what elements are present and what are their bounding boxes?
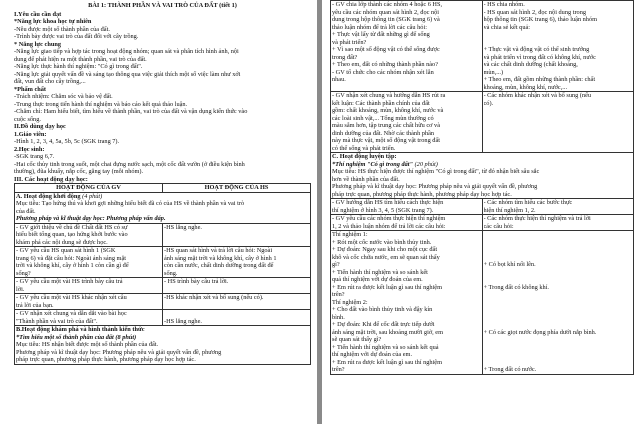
section-a-time: (4 phút) [82,192,103,200]
cell-line: - HS trình bày câu trả lời. [164,278,229,285]
cell-line: có thể sống và phát triển. [332,144,396,152]
cell-line: yêu cầu các nhóm quan sát hình 2, đọc nội [332,8,440,16]
cell-line: khô và cốc chứa nước, em sẽ quan sát thấy [332,253,440,261]
cell-line [484,115,633,123]
section-b-time: (8 phút) [113,333,137,341]
intro-line: -Năng lực giải quyết vấn đề và sáng tạo thông qua việc giải thích một số việc làm như xới [14,70,241,78]
cell-line: này mà thực vật, một số động vật trong đất [332,137,440,144]
section-c-rows [331,199,634,375]
cell-line: - Các nhóm khác nhận xét và bổ sung (nếu [483,92,592,99]
cell-line [484,39,633,47]
intro-line: -Năng lực giao tiếp và hợp tác trong hoạt động nhóm; quan sát và phân tích hình ảnh, nội [14,48,239,55]
cell-line [484,31,633,39]
teacher-cell [331,231,483,375]
cell-line: trả lời của bạn. [16,301,54,309]
cell-line [484,314,633,322]
cell-line: - GV giới thiệu về chủ đề Chất đất HS có sự [16,223,128,231]
cell-line [484,291,633,299]
cell-line: lời. [16,285,25,293]
cell-line: + Theo em, đất có những thành phần nào? [332,61,438,68]
cell-line [484,254,633,262]
cell-line: - GV nhận xét chung và dẫn dắt vào bài học [16,310,127,317]
section-c-title: C. Hoạt động luyện tập: [332,153,397,160]
section-c-objectives [332,168,632,198]
cell-line: màu sẫm hơn, tập trung các chất hữu cơ và [332,122,440,129]
teacher-cell [331,215,483,231]
cell-line: + Có các giọt nước đọng phía dưới nắp bình. [483,328,597,336]
table-row [15,278,311,294]
table-row [331,92,634,153]
section-c-subtitle: *Thí nghiệm "Có gì trong đất" [332,160,413,168]
cell-line: - GV yêu cầu HS quan sát hình 1 (SGK [16,247,116,254]
section-a-objectives [16,200,309,223]
student-cell [163,247,311,278]
cell-line: dinh dưỡng của đất. Nhờ các thành phần [332,129,435,137]
cell-line: - GV yêu cầu các nhóm thực hiện thí nghiệm [332,215,446,222]
section-b-objectives [16,334,309,364]
cell-line: mùn,...) [483,68,504,76]
cell-line: -HS lắng nghe. [164,317,202,325]
cell-line: + Dự đoán: Ngay sau khi cho một cục đất [332,246,438,253]
intro-line: 2.Học sinh: [14,145,45,153]
intro-line: -Năng lực thực hành thí nghiệm: "Có gì trong đất". [14,63,143,70]
cell-line: hiểu biết tổng quan, tạo hứng khởi bước vào [16,231,128,238]
student-cell [163,310,311,326]
intro-line: -Trách nhiệm: Chăm sóc và bảo vệ đất. [14,93,113,100]
section-a-rows [15,223,311,326]
cell-line: bình. [332,313,345,321]
intro-line: -Nêu được một số thành phần của đất. [14,25,110,33]
teacher-cell [15,247,163,278]
cell-line: - GV yêu cầu một vài HS khác nhận xét câu [16,294,127,301]
intro-line: II.Đồ dùng dạy học [14,123,66,130]
cell-line: Thí nghiệm 2: [332,298,368,306]
objective-line: của đất. [16,207,36,215]
section-c-time: (20 phút) [414,160,438,168]
cell-line [484,306,633,314]
cell-line: + Cho đất vào bình thủy tinh và đậy kín [332,306,433,313]
cell-line [484,269,633,277]
intro-line: -Trình bày được vai trò của đất đối với cây trồng. [14,33,139,40]
student-cell [163,223,311,247]
cell-line: ánh sáng mặt trời và không khí, cây ở hình 1 [164,254,277,262]
student-cell [482,92,634,153]
teacher-cell [15,310,163,326]
student-cell [482,199,634,215]
student-cell [163,278,311,294]
intro-line: -SGK trang 6,7. [14,153,55,160]
cell-line [164,302,309,310]
cell-line [484,344,633,352]
objective-line: pháp trực quan, phương pháp thực hành, phương pháp dạy học hợp tác. [332,190,512,198]
cell-line: + Có bọt khí nổi lên. [483,261,536,268]
cell-line: và các chất dinh dưỡng (chất khoáng, [483,61,578,68]
table-row [331,231,634,375]
objective-line: Mục tiêu: HS thực hiện được thí nghiệm "Có gì trong đất", từ đó nhận biết sâu sắc [332,168,540,175]
student-cell [163,294,311,310]
cell-line: + Thực vật và động vật có thể sinh trưởng [483,46,590,53]
cell-line: khoáng, mùn, không khí, nước,... [483,83,568,91]
lesson-title: BÀI 1: THÀNH PHẦN VÀ VAI TRÒ CỦA ĐẤT (tiết 1) [88,2,237,9]
cell-line: - GV hướng dẫn HS tìm hiểu cách thực hiện [332,199,444,206]
section-a-row [15,192,311,223]
table-row [331,199,634,215]
cell-line: + Rót một cốc nước vào bình thủy tinh. [332,238,432,246]
cell-line: hộp thông tin (SGK trang 6), thảo luận nhóm [483,16,598,23]
intro-line: -Trung thực trong tiến hành thí nghiệm và báo cáo kết quả thảo luận. [14,100,188,108]
cell-line [484,351,633,359]
intro-line: đất, vun đất cho cây trồng,... [14,78,86,85]
cell-line [164,231,309,239]
table-row [15,223,311,247]
cell-line: - HS chia nhóm. [483,1,525,8]
table-row [15,310,311,326]
intro-line: thường), đũa khuấy, nắp cốc, găng tay (mỗi nhóm). [14,168,144,175]
cell-line [164,239,309,247]
teacher-cell [331,199,483,215]
cell-line: gì? [332,261,340,268]
cell-line: - GV yêu cầu một vài HS trình bày câu trả [16,278,123,285]
intro-line: cuộc sống. [14,115,41,123]
cell-line: thảo luận nhóm để trả lời các câu hỏi: [332,23,427,31]
cell-line [484,246,633,254]
cell-line: các câu hỏi: [483,222,514,230]
cell-line [484,359,633,367]
cell-line [164,310,309,318]
objective-line: pháp trực quan, phương pháp thực hành, phương pháp dạy học hợp tác. [16,356,196,363]
cell-line: trên? [332,291,345,298]
cell-line: "Thành phần và vai trò của đất". [16,317,98,325]
cell-line: - GV tổ chức cho các nhóm nhận xét lẫn [332,68,434,76]
cell-line: thí nghiệm với dự đoán của em. [332,351,413,358]
cell-line: + Em rút ra được kết luận gì sau thí nghiệm [332,358,442,366]
intro-line: I.Yêu cầu cần đạt [14,10,62,18]
intro-line: *Phẩm chất [14,85,47,93]
objective-line: *Tìm hiểu một số thành phần của đất (8 phút) [16,333,137,341]
objective-line: Phương pháp và kĩ thuật dạy học: Phương pháp nêu và giải quyết vấn đề, phương [16,348,222,356]
intro-line: -Chăm chỉ: Ham hiểu biết, tìm hiểu về thành phần, vai trò của đất và vận dụng kiến thức vào [14,108,248,115]
table-row [331,215,634,231]
cell-line: + Thực vật lấy từ đất những gì để sống [332,31,430,38]
cell-line: trong đất? [332,53,358,61]
cell-line [484,122,633,130]
cell-line [164,286,309,294]
cell-line: -HS khác nhận xét và bổ sung (nếu có). [164,294,264,301]
cell-line: hiện thí nghiệm 1, 2. [483,206,536,214]
cell-line: - Các nhóm thực hiện thí nghiệm và trả lời [483,215,591,222]
cell-line: + Tiến hành thí nghiệm và so sánh kết [332,268,428,276]
student-cell [482,215,634,231]
cell-line [484,137,633,145]
cell-line: - HS quan sát hình 2, đọc nội dung trong [483,8,586,16]
cell-line: gồm: chất khoáng, mùn, không khí, nước và [332,107,444,114]
table-header-row [15,184,311,193]
document-page-right [322,0,640,424]
cell-line [484,336,633,344]
section-c-row [331,153,634,199]
cell-line: + Vì sao một số động vật có thể sống được [332,46,440,53]
section-b-title: B.Hoạt động khám phá và hình thành kiến thức [16,326,145,333]
cell-line: Thí nghiệm 1: [332,231,368,238]
cell-line: và phát triển? [332,38,367,46]
section-b-rows [331,1,634,153]
cell-line: + Trong đất có không khí. [483,283,549,291]
table-row [331,1,634,92]
cell-line: 1, 2 và thảo luận nhóm để trả lời các câu hỏi: [332,222,446,230]
objective-line: Phương pháp và kĩ thuật dạy học: Phương pháp nêu và giải quyết vấn đề, phương [332,183,538,190]
objective-line: hơn về thành phần của đất. [332,175,400,183]
cell-line: sẽ quan sát thấy gì? [332,336,382,343]
cell-line: thí nghiệm ở hình 3, 4, 5 (SGK trang 7). [332,206,434,214]
cell-line: trời và không khí, cây ở hình 1 còn cần gì để [16,262,129,269]
objective-line: Mục tiêu: Tạo hứng thú và khơi gợi những hiểu biết đã có của HS về thành phần và vai trò [16,200,245,207]
cell-line: sống? [16,269,31,277]
cell-line: ánh sáng mặt trời, sau khoảng mười giờ, em [332,328,443,336]
section-a-title: A. Hoạt động khởi động [16,192,81,200]
teacher-cell [15,278,163,294]
document-page-left [0,0,317,424]
cell-line: có). [483,99,494,107]
student-cell [482,1,634,92]
cell-line: -HS quan sát hình và trả lời câu hỏi: Ngoài [164,247,273,254]
teacher-cell [331,1,483,92]
cell-line [484,107,633,115]
cell-line: + Em rút ra được kết luận gì sau thí nghiệm [332,283,442,291]
cell-line: khám phá các nội dung sẽ được học. [16,238,108,246]
cell-line: nhau. [332,76,346,83]
cell-line: và chia sẻ kết quả: [483,23,531,31]
intro-line: -Hình 1, 2, 3, 4, 5a, 5b, 5c (SGK trang 7). [14,138,120,145]
intro-line: -Hai cốc thủy tinh trong suốt, một chai đựng nước sạch, một cốc đất vườn (ở điều kiện bình [14,160,245,168]
student-cell [482,231,634,375]
cell-line [484,130,633,138]
teacher-cell [331,92,483,153]
cell-line: -HS lắng nghe. [164,223,202,231]
cell-line: quả thí nghiệm với dự đoán của em. [332,276,423,283]
cell-line: + Theo em, đất gồm những thành phần: chất [483,76,596,83]
cell-line: các loài sinh vật,... Tổng mùn thường có [332,114,434,122]
cell-line [484,321,633,329]
table-row [15,247,311,278]
cell-line: còn cần nước, chất dinh dưỡng trong đất để [164,262,274,269]
teacher-cell [15,223,163,247]
cell-line: trên? [332,366,345,373]
cell-line [484,239,633,247]
cell-line: trang 6) và đặt câu hỏi: Ngoài ánh sáng mặt [16,254,126,262]
cell-line: + Tiến hành thí nghiệm và so sánh kết quả [332,343,439,351]
cell-line: dung trong hộp thông tin (SGK trang 6) và [332,16,440,23]
activity-table-right-top [330,0,634,375]
cell-line: sống. [164,269,178,277]
objective-line: Mục tiêu: HS nhận biết được một số thành phần của đất. [16,341,159,348]
section-b-row [15,326,311,365]
intro-line: dung để phát hiện ra một thành phần, vai trò của đất. [14,55,147,63]
cell-line: + Trong đất có nước. [483,366,537,373]
cell-line: + Dự đoán: Khi để cốc đất trực tiếp dưới [332,321,435,328]
table-row [15,294,311,310]
intro-section [14,11,311,184]
cell-line: - Các nhóm tìm hiểu các bước thực [483,199,573,206]
intro-line: III. Các hoạt động dạy học: [14,175,88,183]
intro-line: *Năng lực khoa học tự nhiên [14,18,92,25]
intro-line: * Năng lực chung [14,40,61,48]
cell-line: và phát triển vì trong đất có không khí, nước [483,53,596,61]
cell-line [484,276,633,284]
header-teacher: HOẠT ĐỘNG CỦA GV [15,184,163,193]
cell-line [484,299,633,307]
activity-table-left [14,183,311,365]
teacher-cell [15,294,163,310]
cell-line [484,231,633,239]
cell-line: - GV nhận xét chung và hướng dẫn HS rút ra [332,92,446,99]
intro-line: 1.Giáo viên: [14,130,47,138]
objective-line: Phương pháp và kĩ thuật dạy học: Phương pháp vấn đáp. [16,215,166,222]
cell-line: kết luận: Các thành phần chính của đất [332,99,430,107]
cell-line [484,145,633,153]
header-student: HOẠT ĐỘNG CỦA HS [163,184,311,193]
cell-line: - GV chia lớp thành các nhóm 4 hoặc 6 HS, [332,1,443,8]
